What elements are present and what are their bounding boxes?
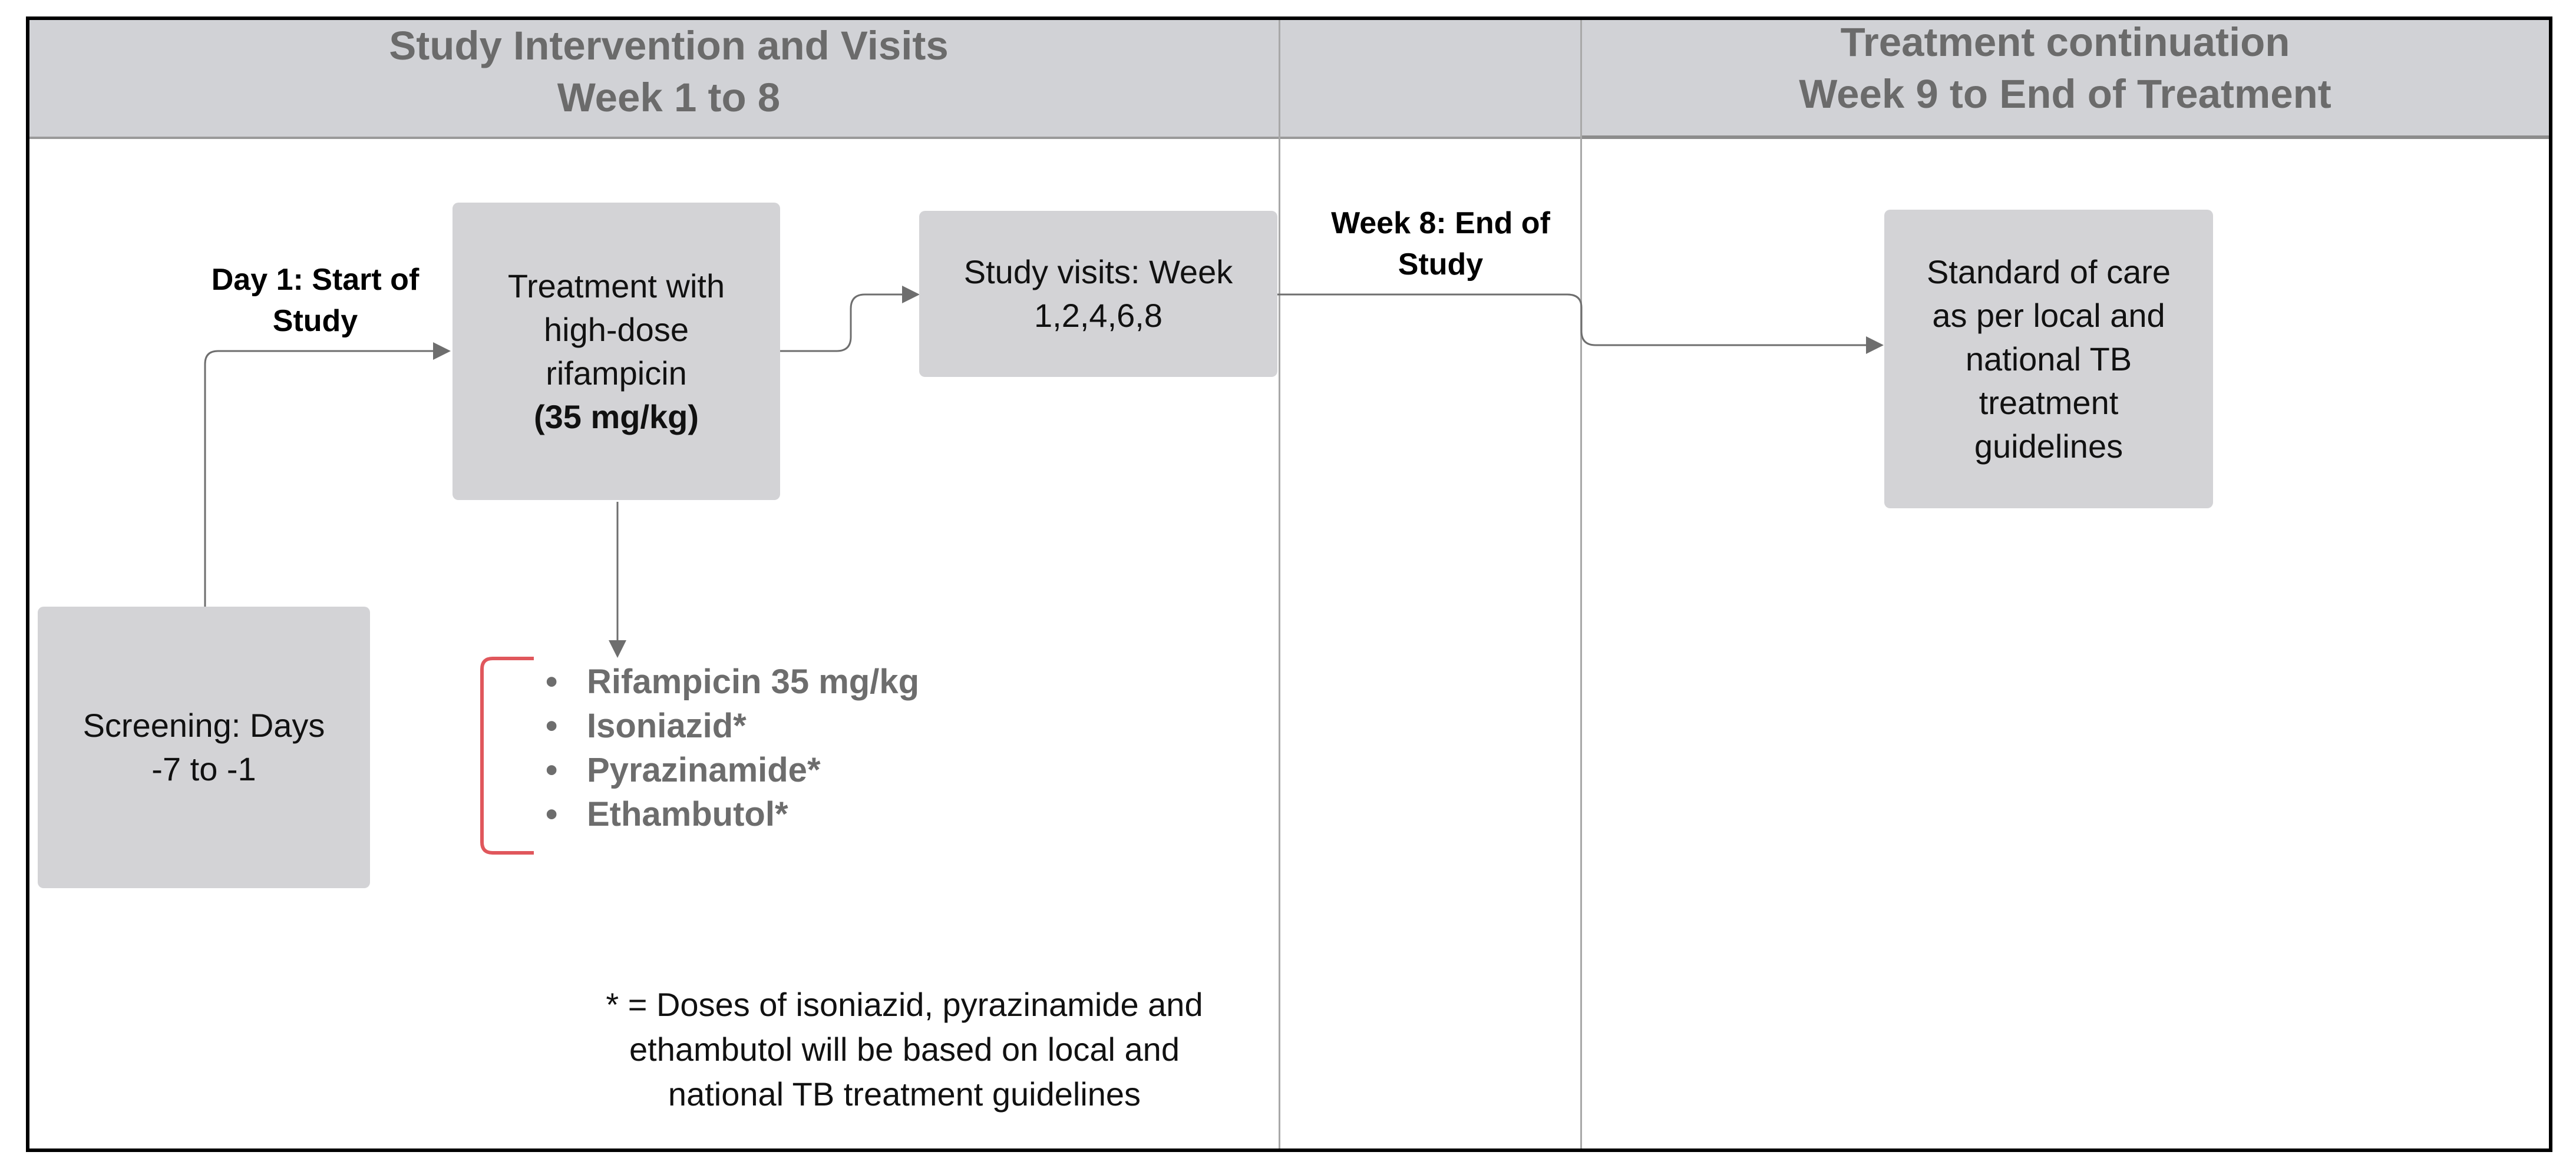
- label-line-1: Week 8: End of: [1331, 206, 1550, 240]
- node-line-2: as per local and: [1932, 296, 2165, 334]
- node-line-2: 1,2,4,6,8: [1034, 297, 1162, 334]
- diagram-frame: [26, 16, 2552, 1152]
- node-line-1: Screening: Days: [82, 707, 325, 744]
- drug-name: Ethambutol*: [587, 795, 788, 833]
- node-line-2: high-dose: [544, 310, 689, 348]
- label-line-1: Day 1: Start of: [211, 263, 420, 297]
- drug-name: Pyrazinamide*: [587, 751, 821, 789]
- node-line-5: guidelines: [1974, 427, 2123, 465]
- node-line-3: rifampicin: [546, 354, 687, 392]
- node-line-1: Study visits: Week: [963, 253, 1233, 290]
- node-line-1: Standard of care: [1926, 253, 2171, 290]
- footnote-line-3: national TB treatment guidelines: [668, 1075, 1141, 1113]
- label-line-2: Study: [272, 304, 358, 338]
- label-line-2: Study: [1398, 247, 1484, 282]
- node-line-1: Treatment with: [507, 267, 725, 304]
- lane-title-line-1: Treatment continuation: [1840, 19, 2290, 65]
- lane-title-line-2: Week 9 to End of Treatment: [1799, 71, 2331, 117]
- lane-title-line-1: Study Intervention and Visits: [389, 23, 949, 68]
- bullet-icon: •: [546, 795, 558, 833]
- bullet-icon: •: [546, 707, 558, 745]
- node-line-4-dose: (35 mg/kg): [533, 398, 699, 435]
- node-line-4: treatment: [1979, 383, 2119, 421]
- footnote-line-1: * = Doses of isoniazid, pyrazinamide and: [606, 986, 1203, 1023]
- node-line-3: national TB: [1965, 340, 2132, 378]
- drug-name: Isoniazid*: [587, 707, 747, 745]
- drug-name: Rifampicin 35 mg/kg: [587, 663, 920, 701]
- footnote-line-2: ethambutol will be based on local and: [629, 1031, 1180, 1068]
- bullet-icon: •: [546, 663, 558, 701]
- lane-title-line-2: Week 1 to 8: [557, 75, 781, 120]
- bullet-icon: •: [546, 751, 558, 789]
- node-line-2: -7 to -1: [151, 750, 256, 787]
